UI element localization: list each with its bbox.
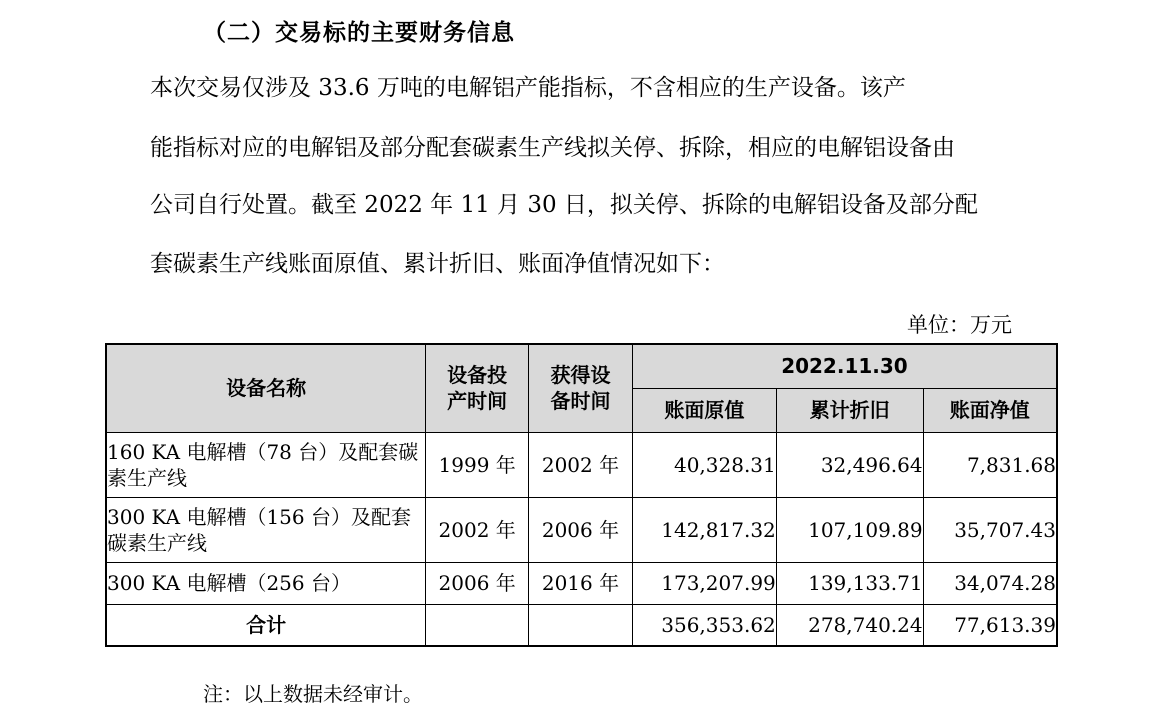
cell-empty (529, 604, 633, 646)
header-equipment-name: 设备名称 (106, 344, 426, 432)
header-invest-time-text: 设备投产时间 (447, 363, 508, 414)
cell-net-value: 34,074.28 (923, 562, 1057, 604)
cell-depreciation: 107,109.89 (776, 497, 923, 562)
paragraph-line: 公司自行处置。截至 2022 年 11 月 30 日，拟关停、拆除的电解铝设备及部分配 (150, 192, 978, 218)
header-invest-time (426, 344, 529, 432)
table-header-row (106, 344, 1057, 388)
cell-original-value: 40,328.31 (632, 432, 776, 497)
cell-net-value: 35,707.43 (923, 497, 1057, 562)
cell-original-value: 173,207.99 (632, 562, 776, 604)
header-date: 2022.11.30 (632, 344, 1057, 388)
header-acquire-time-text: 获得设备时间 (550, 363, 611, 414)
table-row (106, 497, 1057, 562)
cell-total-original: 356,353.62 (632, 604, 776, 646)
section-heading: （二）交易标的主要财务信息 (203, 20, 515, 46)
footnote: 注：以上数据未经审计。 (203, 682, 423, 706)
cell-empty (426, 604, 529, 646)
header-depreciation: 累计折旧 (776, 388, 923, 432)
header-net-value: 账面净值 (923, 388, 1057, 432)
cell-total-label: 合计 (106, 604, 426, 646)
cell-invest-time: 2002 年 (426, 497, 529, 562)
cell-original-value: 142,817.32 (632, 497, 776, 562)
financial-table (105, 343, 1058, 647)
cell-depreciation: 32,496.64 (776, 432, 923, 497)
cell-total-depreciation: 278,740.24 (776, 604, 923, 646)
cell-invest-time: 1999 年 (426, 432, 529, 497)
cell-net-value: 7,831.68 (923, 432, 1057, 497)
cell-invest-time: 2006 年 (426, 562, 529, 604)
unit-label: 单位：万元 (907, 313, 1012, 337)
cell-equipment-name: 300 KA 电解槽（156 台）及配套碳素生产线 (106, 497, 426, 562)
table-row (106, 432, 1057, 497)
cell-acquire-time: 2006 年 (529, 497, 633, 562)
header-original-value: 账面原值 (632, 388, 776, 432)
header-acquire-time (529, 344, 633, 432)
table-total-row (106, 604, 1057, 646)
cell-total-net: 77,613.39 (923, 604, 1057, 646)
paragraph-line: 本次交易仅涉及 33.6 万吨的电解铝产能指标，不含相应的生产设备。该产 (150, 75, 906, 101)
cell-acquire-time: 2016 年 (529, 562, 633, 604)
cell-equipment-name: 300 KA 电解槽（256 台） (106, 562, 426, 604)
cell-equipment-name: 160 KA 电解槽（78 台）及配套碳素生产线 (106, 432, 426, 497)
cell-acquire-time: 2002 年 (529, 432, 633, 497)
paragraph-line: 套碳素生产线账面原值、累计折旧、账面净值情况如下： (150, 251, 725, 277)
table-row (106, 562, 1057, 604)
paragraph-line: 能指标对应的电解铝及部分配套碳素生产线拟关停、拆除，相应的电解铝设备由 (150, 135, 955, 161)
cell-depreciation: 139,133.71 (776, 562, 923, 604)
